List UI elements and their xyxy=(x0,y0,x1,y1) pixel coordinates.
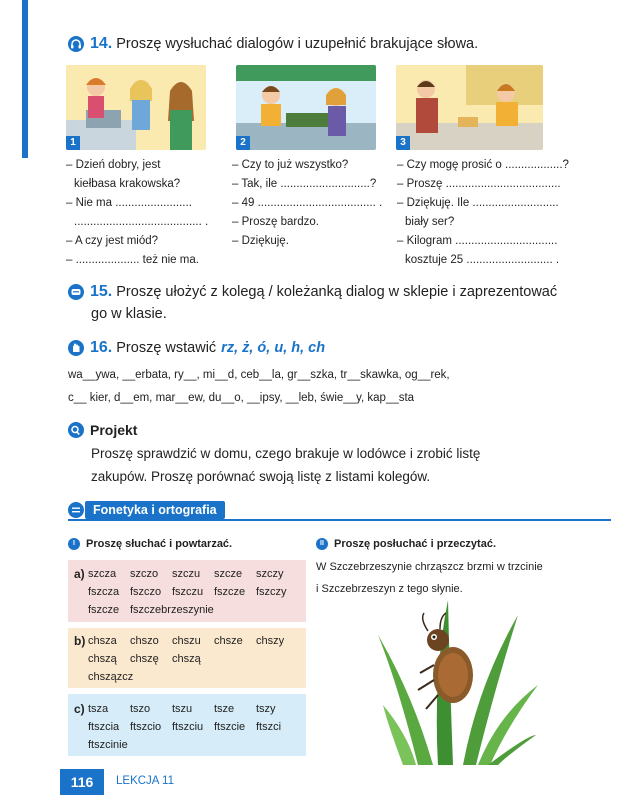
syllable: fszczebrzeszynie xyxy=(130,604,214,616)
syllable: tsza xyxy=(88,703,109,715)
page-edge-bar xyxy=(22,0,28,158)
word-row-1: wa__ywa, __erbata, ry__, mi__d, ceb__la, gr__szka, tr__skawka, og__rek, xyxy=(68,369,450,381)
dialog-line: biały ser? xyxy=(405,216,455,228)
project-heading xyxy=(68,422,137,438)
phonetics-section-bar xyxy=(68,501,611,521)
dialog-line: – Dziękuję. xyxy=(232,235,289,247)
speech-bubble-icon xyxy=(68,284,84,300)
dialog-line: – A czy jest miód? xyxy=(66,235,159,247)
syllable: fszczu xyxy=(172,586,204,598)
syllable: szcze xyxy=(214,568,243,580)
syllable: chszązcz xyxy=(88,671,134,683)
box-label: b) xyxy=(74,634,86,648)
syllable-line xyxy=(88,604,214,616)
syllable-line xyxy=(88,635,298,647)
syllable: ftszcia xyxy=(88,721,120,733)
exercise-instruction: Proszę wstawić xyxy=(116,340,217,356)
syllable-line xyxy=(88,671,133,683)
exercise-number: 16. xyxy=(90,339,113,356)
syllable-box-a xyxy=(68,560,306,622)
syllable: ftszcie xyxy=(214,721,246,733)
syllable: chszo xyxy=(130,635,159,647)
syllable-line xyxy=(88,653,214,665)
dialog-line: – Dzień dobry, jest xyxy=(66,159,161,171)
exercise-number: 14. xyxy=(90,35,113,52)
syllable: chszą xyxy=(88,653,117,665)
box-label: c) xyxy=(74,702,85,716)
syllable: szczo xyxy=(130,568,159,580)
syllable-line xyxy=(88,568,298,580)
dialog-line: kosztuje 25 ........................... . xyxy=(405,254,560,266)
syllable: fszcza xyxy=(88,586,120,598)
part-2-title: Proszę posłuchać i przeczytać. xyxy=(334,538,497,550)
page-number: 116 xyxy=(60,769,104,795)
dialog-line: kiełbasa krakowska? xyxy=(74,178,181,190)
dialog-line: – Proszę bardzo. xyxy=(232,216,319,228)
dialog-line: – Dziękuję. Ile ........................... xyxy=(397,197,559,209)
roman-numeral-badge: II xyxy=(316,538,328,550)
syllable: chsze xyxy=(214,635,243,647)
dialog-line: ........................................ . xyxy=(74,216,209,228)
lesson-label: LEKCJA 11 xyxy=(116,775,174,787)
dialog-line: – .................... też nie ma. xyxy=(66,254,199,266)
box-label: a) xyxy=(74,567,85,581)
tongue-twister-line-1: W Szczebrzeszynie chrząszcz brzmi w trzcinie xyxy=(316,561,543,573)
exercise-16-heading xyxy=(68,339,325,357)
syllable: fszcze xyxy=(214,586,246,598)
syllable-line xyxy=(88,586,298,598)
letters-to-insert: rz, ż, ó, u, h, ch xyxy=(221,340,326,356)
project-line-2: zakupów. Proszę porównać swoją listę z listami kolegów. xyxy=(91,469,431,484)
dialog-picture-1 xyxy=(66,65,206,150)
dialog-text-3 xyxy=(397,156,569,270)
tongue-twister-line-2: i Szczebrzeszyn z tego słynie. xyxy=(316,583,463,595)
project-line-1: Proszę sprawdzić w domu, czego brakuje w lodówce i zrobić listę xyxy=(91,446,481,461)
dialog-text-1 xyxy=(66,156,226,270)
syllable: chszy xyxy=(256,635,285,647)
project-icon xyxy=(68,422,84,438)
dialog-text-2 xyxy=(232,156,392,251)
exercise-15-heading xyxy=(68,283,557,301)
picture-badge: 2 xyxy=(236,136,250,150)
syllable: szczu xyxy=(172,568,201,580)
syllable-line xyxy=(88,739,128,751)
headphones-icon xyxy=(68,36,84,52)
dialog-line: – Proszę .................................... xyxy=(397,178,561,190)
syllable: ftszciu xyxy=(172,721,204,733)
phonetics-icon xyxy=(68,502,84,518)
syllable: ftszcio xyxy=(130,721,162,733)
syllable: ftszci xyxy=(256,721,282,733)
dialog-line: – Kilogram ................................ xyxy=(397,235,558,247)
part-1-heading xyxy=(68,538,232,550)
syllable: chszą xyxy=(172,653,201,665)
syllable: chszu xyxy=(172,635,201,647)
syllable: tszu xyxy=(172,703,193,715)
syllable: ftszcinie xyxy=(88,739,128,751)
exercise-instruction: Proszę ułożyć z kolegą / koleżanką dialog w sklepie i zaprezentować xyxy=(116,284,558,300)
dialog-line: – 49 ..................................... . xyxy=(232,197,383,209)
dialog-picture-3 xyxy=(396,65,543,150)
part-2-heading xyxy=(316,538,496,550)
syllable: chsza xyxy=(88,635,117,647)
syllable: tszy xyxy=(256,703,276,715)
exercise-14-heading xyxy=(68,35,478,53)
syllable-line xyxy=(88,721,298,733)
hand-icon xyxy=(68,340,84,356)
syllable: szcza xyxy=(88,568,117,580)
syllable-line xyxy=(88,703,298,715)
roman-numeral-badge: I xyxy=(68,538,80,550)
dialog-line: – Tak, ile ............................? xyxy=(232,178,377,190)
beetle-in-reeds-illustration xyxy=(378,595,538,765)
dialog-line: – Czy mogę prosić o ..................? xyxy=(397,159,569,171)
project-title: Projekt xyxy=(90,422,138,438)
word-row-2: c__ kier, d__em, mar__ew, du__o, __ipsy, __leb, świe__y, kap__sta xyxy=(68,392,415,404)
dialog-line: – Czy to już wszystko? xyxy=(232,159,349,171)
syllable: fszcze xyxy=(88,604,120,616)
syllable: szczy xyxy=(256,568,284,580)
syllable: tsze xyxy=(214,703,235,715)
picture-badge: 1 xyxy=(66,136,80,150)
syllable: tszo xyxy=(130,703,151,715)
part-1-title: Proszę słuchać i powtarzać. xyxy=(86,538,233,550)
section-title: Fonetyka i ortografia xyxy=(85,501,225,519)
syllable-box-c xyxy=(68,694,306,756)
picture-badge: 3 xyxy=(396,136,410,150)
syllable-box-b xyxy=(68,628,306,688)
syllable: fszczo xyxy=(130,586,162,598)
syllable: chszę xyxy=(130,653,159,665)
dialog-line: – Nie ma ........................ xyxy=(66,197,192,209)
exercise-15-line2: go w klasie. xyxy=(91,306,167,322)
exercise-number: 15. xyxy=(90,283,113,300)
syllable: fszczy xyxy=(256,586,287,598)
dialog-picture-2 xyxy=(236,65,376,150)
exercise-instruction: Proszę wysłuchać dialogów i uzupełnić brakujące słowa. xyxy=(116,36,479,52)
